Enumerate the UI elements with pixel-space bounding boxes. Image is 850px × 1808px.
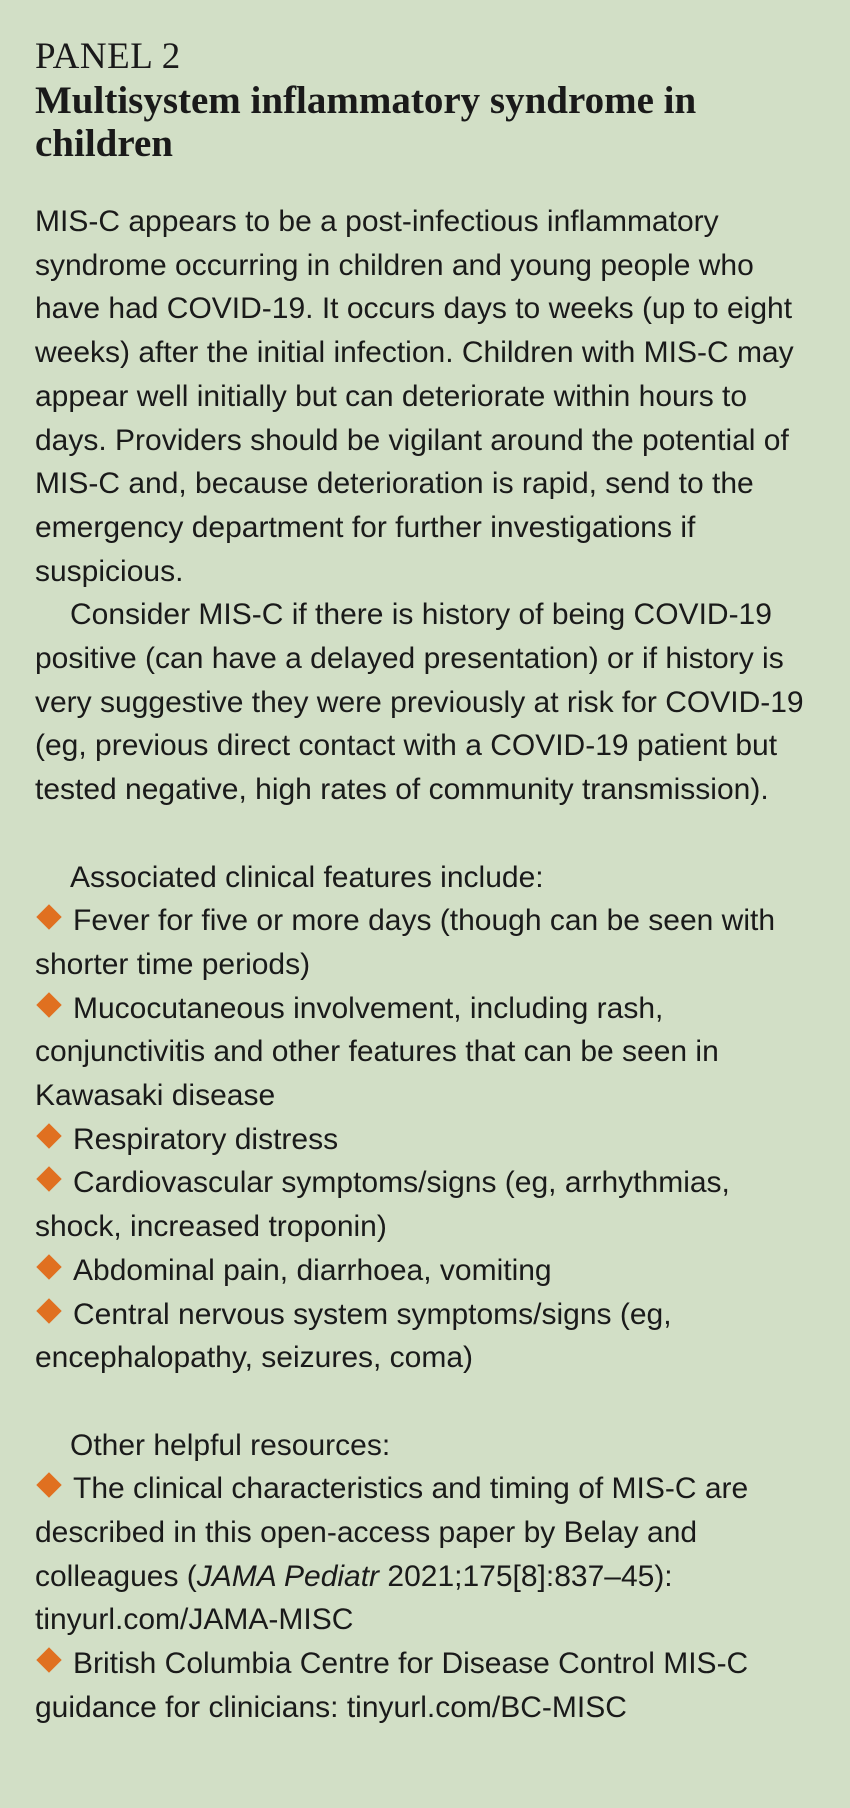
diamond-bullet-icon	[36, 1298, 61, 1323]
resource-text: The clinical characteristics and timing of MIS-C are described in this open-access paper by Belay and colleagues (	[35, 1472, 749, 1593]
panel-title: Multisystem inflammatory syndrome in children	[35, 79, 697, 165]
diamond-bullet-icon	[36, 1254, 61, 1279]
clinical-features-heading: Associated clinical features include:	[70, 860, 544, 894]
resource-text: British Columbia Centre for Disease Control MIS-C guidance for clinicians: tinyurl.com/BC-MISC	[35, 1647, 749, 1724]
intro-paragraph: Consider MIS-C if there is history of being COVID-19 positive (can have a delayed presentation) or if history is very suggestive they were previously at risk for COVID-19 (eg, previous direct contact with a COVID-19 patient but tested negative, high rates of community transmission).	[35, 598, 804, 807]
list-item-text: Respiratory distress	[73, 1122, 339, 1156]
resource-citation: 2021;175[8]:837–45): tinyurl.com/JAMA-MISC	[35, 1559, 673, 1637]
diamond-bullet-icon	[36, 905, 61, 930]
resources-heading: Other helpful resources:	[70, 1428, 391, 1462]
list-item-text: Central nervous system symptoms/signs (eg, encephalopathy, seizures, coma)	[35, 1297, 672, 1375]
list-item	[35, 899, 822, 986]
list-item	[35, 1293, 822, 1380]
list-item	[35, 1249, 822, 1293]
resources-list	[35, 1467, 822, 1729]
list-item-text: Abdominal pain, diarrhoea, vomiting	[73, 1253, 552, 1287]
journal-name: JAMA Pediatr	[196, 1559, 380, 1593]
panel-body	[35, 200, 822, 1730]
intro-paragraph: MIS-C appears to be a post-infectious inflammatory syndrome occurring in children and young people who have had COVID-19. It occurs days to weeks (up to eight weeks) after the initial infection. Children with MIS-C may appear well initially but can deteriorate within hours to days. Providers should be vigilant around the potential of MIS-C and, because deterioration is rapid, send to the emergency department for further investigations if suspicious.	[35, 205, 794, 588]
clinical-features-list	[35, 899, 822, 1380]
diamond-bullet-icon	[36, 1473, 61, 1498]
panel-label: PANEL 2	[35, 36, 181, 77]
list-item	[35, 1118, 822, 1162]
diamond-bullet-icon	[36, 1123, 61, 1148]
spacer	[35, 812, 822, 856]
resource-item	[35, 1642, 822, 1729]
diamond-bullet-icon	[36, 1167, 61, 1192]
list-item-text: Mucocutaneous involvement, including rash, conjunctivitis and other features that can be seen in Kawasaki disease	[35, 991, 719, 1113]
list-item	[35, 1161, 822, 1248]
diamond-bullet-icon	[36, 1647, 61, 1672]
resource-item	[35, 1467, 822, 1642]
list-item	[35, 987, 822, 1118]
diamond-bullet-icon	[36, 992, 61, 1017]
list-item-text: Cardiovascular symptoms/signs (eg, arrhythmias, shock, increased troponin)	[35, 1166, 730, 1244]
list-item-text: Fever for five or more days (though can be seen with shorter time periods)	[35, 904, 776, 981]
spacer	[35, 1380, 822, 1424]
